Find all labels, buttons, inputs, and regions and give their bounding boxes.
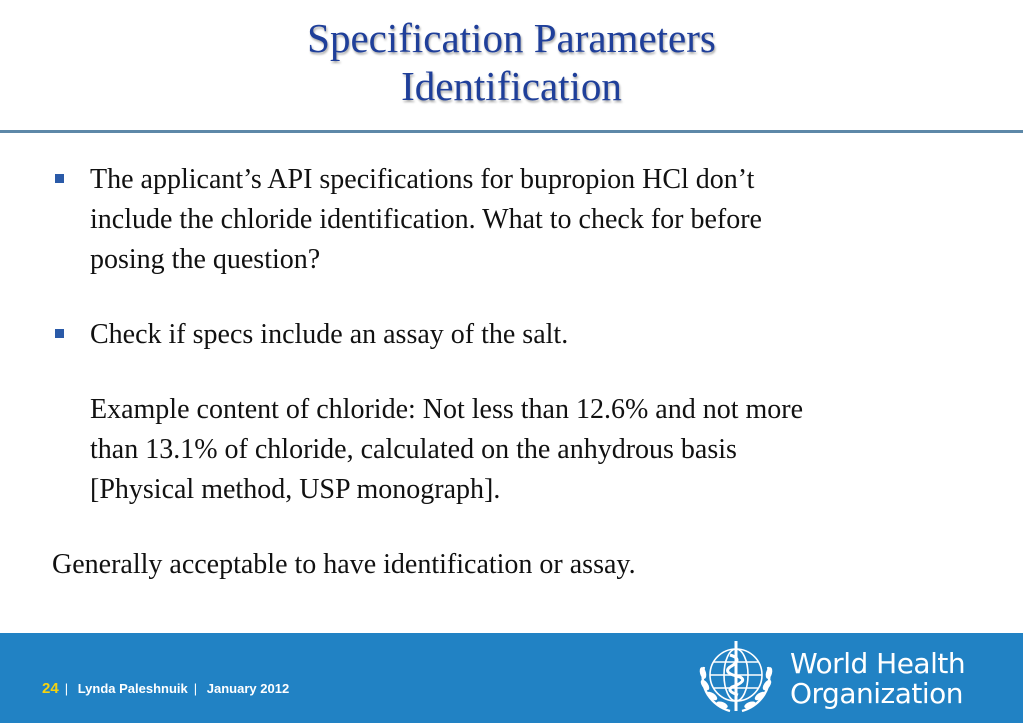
footer-separator: | (64, 681, 69, 696)
who-emblem-icon (694, 637, 778, 717)
example-paragraph (90, 390, 970, 510)
footer-separator: | (193, 681, 198, 696)
who-wordmark-line-2: Organization (790, 677, 964, 710)
title-line-1: Specification Parameters (307, 15, 716, 61)
footer-author: Lynda Paleshnuik (77, 681, 188, 696)
bullet-1-line-2: include the chloride identification. What to check for before (90, 204, 762, 235)
who-wordmark (790, 649, 965, 709)
slide-title (0, 14, 1023, 110)
conclusion-text: Generally acceptable to have identification or assay. (52, 549, 636, 580)
footer-date: January 2012 (206, 681, 290, 696)
who-wordmark-line-1: World Health (790, 647, 966, 680)
slide-footer (0, 633, 1023, 723)
example-line-2: than 13.1% of chloride, calculated on the anhydrous basis (90, 434, 737, 465)
example-line-3: [Physical method, USP monograph]. (90, 474, 501, 505)
bullet-item-1 (90, 160, 970, 280)
bullet-1-line-1: The applicant’s API specifications for bupropion HCl don’t (90, 164, 755, 195)
who-logo (694, 637, 994, 717)
example-line-1: Example content of chloride: Not less than 12.6% and not more (90, 394, 804, 425)
bullet-square-icon (55, 329, 64, 338)
page-number: 24 (42, 680, 59, 697)
bullet-1-line-3: posing the question? (90, 244, 321, 275)
title-divider (0, 130, 1023, 133)
footer-caption (42, 680, 289, 697)
bullet-square-icon (55, 174, 64, 183)
bullet-2-line-1: Check if specs include an assay of the salt. (90, 319, 569, 350)
bullet-item-2 (90, 315, 970, 355)
title-line-2: Identification (401, 63, 622, 109)
